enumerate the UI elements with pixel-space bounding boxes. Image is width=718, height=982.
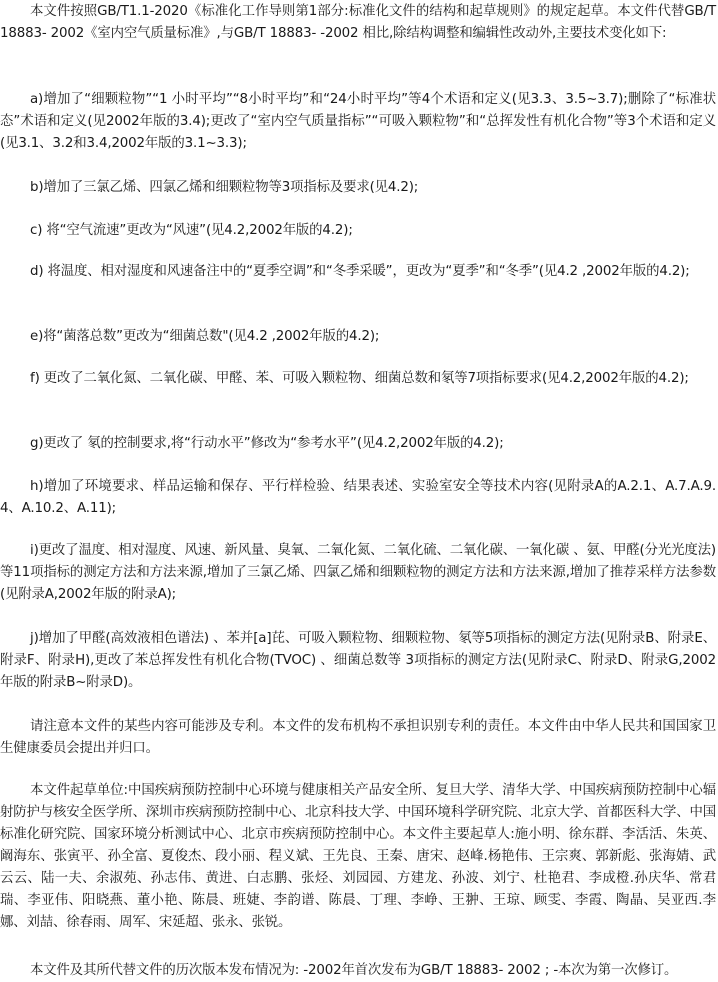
change-item-c: c) 将“空气流速”更改为“风速”(见4.2,2002年版的4.2); <box>30 223 353 238</box>
drafting-units-paragraph: 本文件起草单位:中国疾病预防控制中心环境与健康相关产品安全所、复旦大学、清华大学、中国疾病预防控制中心辐射防护与核安全医学所、深圳市疾病预防控制中心、北京科技大学、中国环境科学研究院、北京大学、首都医科大学、中国标准化研究院、国家环境分析测试中心、北京市疾病预防控制中心。本文件主要起草人:施小明、徐东群、李活活、朱英、阚海东、张寅平、孙全富、夏俊杰、段小丽、程义斌、王先良、王秦、唐宋、赵峰.杨艳伟、王宗爽、郭新彪、张海婧、武云云、陆一夫、余淑苑、孙志伟、黄进、白志鹏、张烃、刘园园、方建龙、孙波、刘宁、杜艳君、李成橙.孙庆华、常君瑞、李亚伟、阳晓燕、董小艳、陈晨、班婕、李韵谱、陈晨、丁理、李峥、王翀、王琼、顾雯、李霞、陶晶、吴亚西.李娜、刘喆、徐春雨、周军、宋延超、张永、张锐。 <box>0 783 716 930</box>
intro-paragraph: 本文件按照GB/T1.1-2020《标准化工作导则第1部分:标准化文件的结构和起草规则》的规定起草。本文件代替GB/T 18883- 2002《室内空气质量标准》,与GB/T 18883- -2002 相比,除结构调整和编辑性改动外,主要技术变化如下: <box>0 4 716 41</box>
change-item-i: i)更改了温度、相对湿度、风速、新风量、臭氧、二氧化氮、二氧化硫、二氧化碳、一氧化碳 、氨、甲醛(分光光度法)等11项指标的测定方法和方法来源,增加了三氯乙烯、四氯乙烯和细颗粒物的测定方法和方法来源,增加了推荐采样方法参数(见附录A,2002年版的附录A); <box>0 543 716 602</box>
patent-notice-paragraph: 请注意本文件的某些内容可能涉及专利。本文件的发布机构不承担识别专利的责任。本文件由中华人民共和国国家卫生健康委员会提出并归口。 <box>0 719 716 756</box>
change-item-j: j)增加了甲醛(高效液相色谱法) 、苯并[a]芘、可吸入颗粒物、细颗粒物、氡等5项指标的测定方法(见附录B、附录E、附录F、附录H),更改了苯总挥发性有机化合物(TVOC) 、细菌总数等 3项指标的测定方法(见附录C、附录D、附录G,2002年版的附录B~附录D)。 <box>0 631 716 690</box>
change-item-e: e)将“菌落总数”更改为“细菌总数"(见4.2 ,2002年版的4.2); <box>30 329 380 344</box>
change-item-b: b)增加了三氯乙烯、四氯乙烯和细颗粒物等3项指标及要求(见4.2); <box>30 180 419 195</box>
change-item-a: a)增加了“细颗粒物”“1 小时平均”“8小时平均”和“24小时平均”等4个术语和定义(见3.3、3.5~3.7);删除了“标准状态”术语和定义(见2002年版的3.4);更改了“室内空气质量指标”“可吸入颗粒物”和“总挥发性有机化合物”等3个术语和定义(见3.1、3.2和3.4,2002年版的3.1~3.3); <box>0 92 716 151</box>
release-history-paragraph: 本文件及其所代替文件的历次版本发布情况为: -2002年首次发布为GB/T 18883- 2002 ; -本次为第一次修订。 <box>30 963 678 978</box>
change-item-h: h)增加了环境要求、样品运输和保存、平行样检验、结果表述、实验室安全等技术内容(见附录A的A.2.1、A.7.A.9.4、A.10.2、A.11); <box>0 479 716 516</box>
change-item-f: f) 更改了二氧化氮、二氧化碳、甲醛、苯、可吸入颗粒物、细菌总数和氡等7项指标要求(见4.2,2002年版的4.2); <box>30 371 689 386</box>
change-item-g: g)更改了 氡的控制要求,将“行动水平”修改为“参考水平”(见4.2,2002年版的4.2); <box>30 436 504 451</box>
change-item-d: d) 将温度、相对湿度和风速备注中的“夏季空调”和“冬季采暖”，更改为“夏季”和“冬季”(见4.2 ,2002年版的4.2); <box>30 264 690 279</box>
